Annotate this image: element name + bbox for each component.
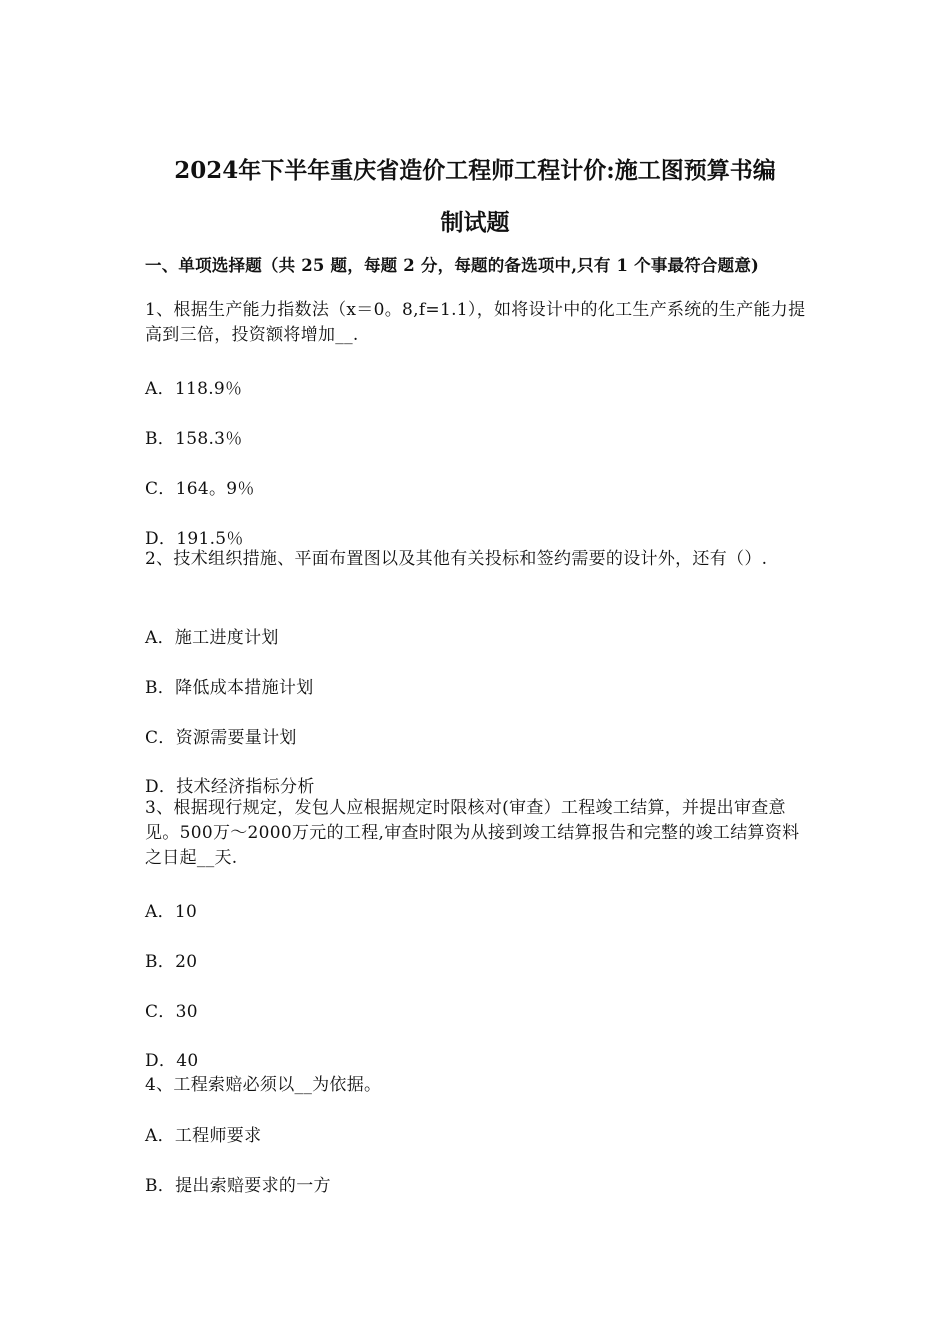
question-2-option-b: B．降低成本措施计划	[145, 678, 314, 698]
question-4-option-a: A．工程师要求	[145, 1126, 262, 1146]
question-4-text: 4、工程索赔必须以__为依据。	[145, 1075, 382, 1095]
question-2-option-c: C．资源需要量计划	[145, 728, 297, 748]
question-2-option-a: A．施工进度计划	[145, 628, 279, 648]
question-3-option-b: B．20	[145, 952, 198, 972]
question-4-option-b: B．提出索赔要求的一方	[145, 1176, 331, 1196]
question-3-option-c: C．30	[145, 1002, 198, 1022]
section-heading: 一、单项选择题（共 25 题，每题 2 分，每题的备选项中,只有 1 个事最符合题意)	[145, 256, 760, 275]
question-2-text: 2、技术组织措施、平面布置图以及其他有关投标和签约需要的设计外，还有（）.	[145, 549, 768, 569]
question-2-option-d: D．技术经济指标分析	[145, 777, 315, 797]
question-1-option-b: B．158.3％	[145, 429, 243, 449]
question-3-option-d: D．40	[145, 1051, 199, 1071]
question-1-option-c: C．164。9％	[145, 479, 255, 499]
question-1-text: 1、根据生产能力指数法（x＝0。8,f=1.1），如将设计中的化工生产系统的生产能力提高到三倍，投资额将增加__.	[145, 300, 806, 345]
question-3-text: 3、根据现行规定，发包人应根据规定时限核对(审查）工程竣工结算，并提出审查意见。500万～2000万元的工程,审查时限为从接到竣工结算报告和完整的竣工结算资料之日起__天.	[145, 798, 800, 868]
question-1-option-d: D．191.5％	[145, 529, 244, 549]
question-3-option-a: A．10	[145, 902, 198, 922]
document-title-line-1: 2024年下半年重庆省造价工程师工程计价:施工图预算书编	[174, 157, 776, 184]
question-1-option-a: A．118.9％	[145, 379, 243, 399]
document-title-line-2: 制试题	[440, 209, 510, 236]
